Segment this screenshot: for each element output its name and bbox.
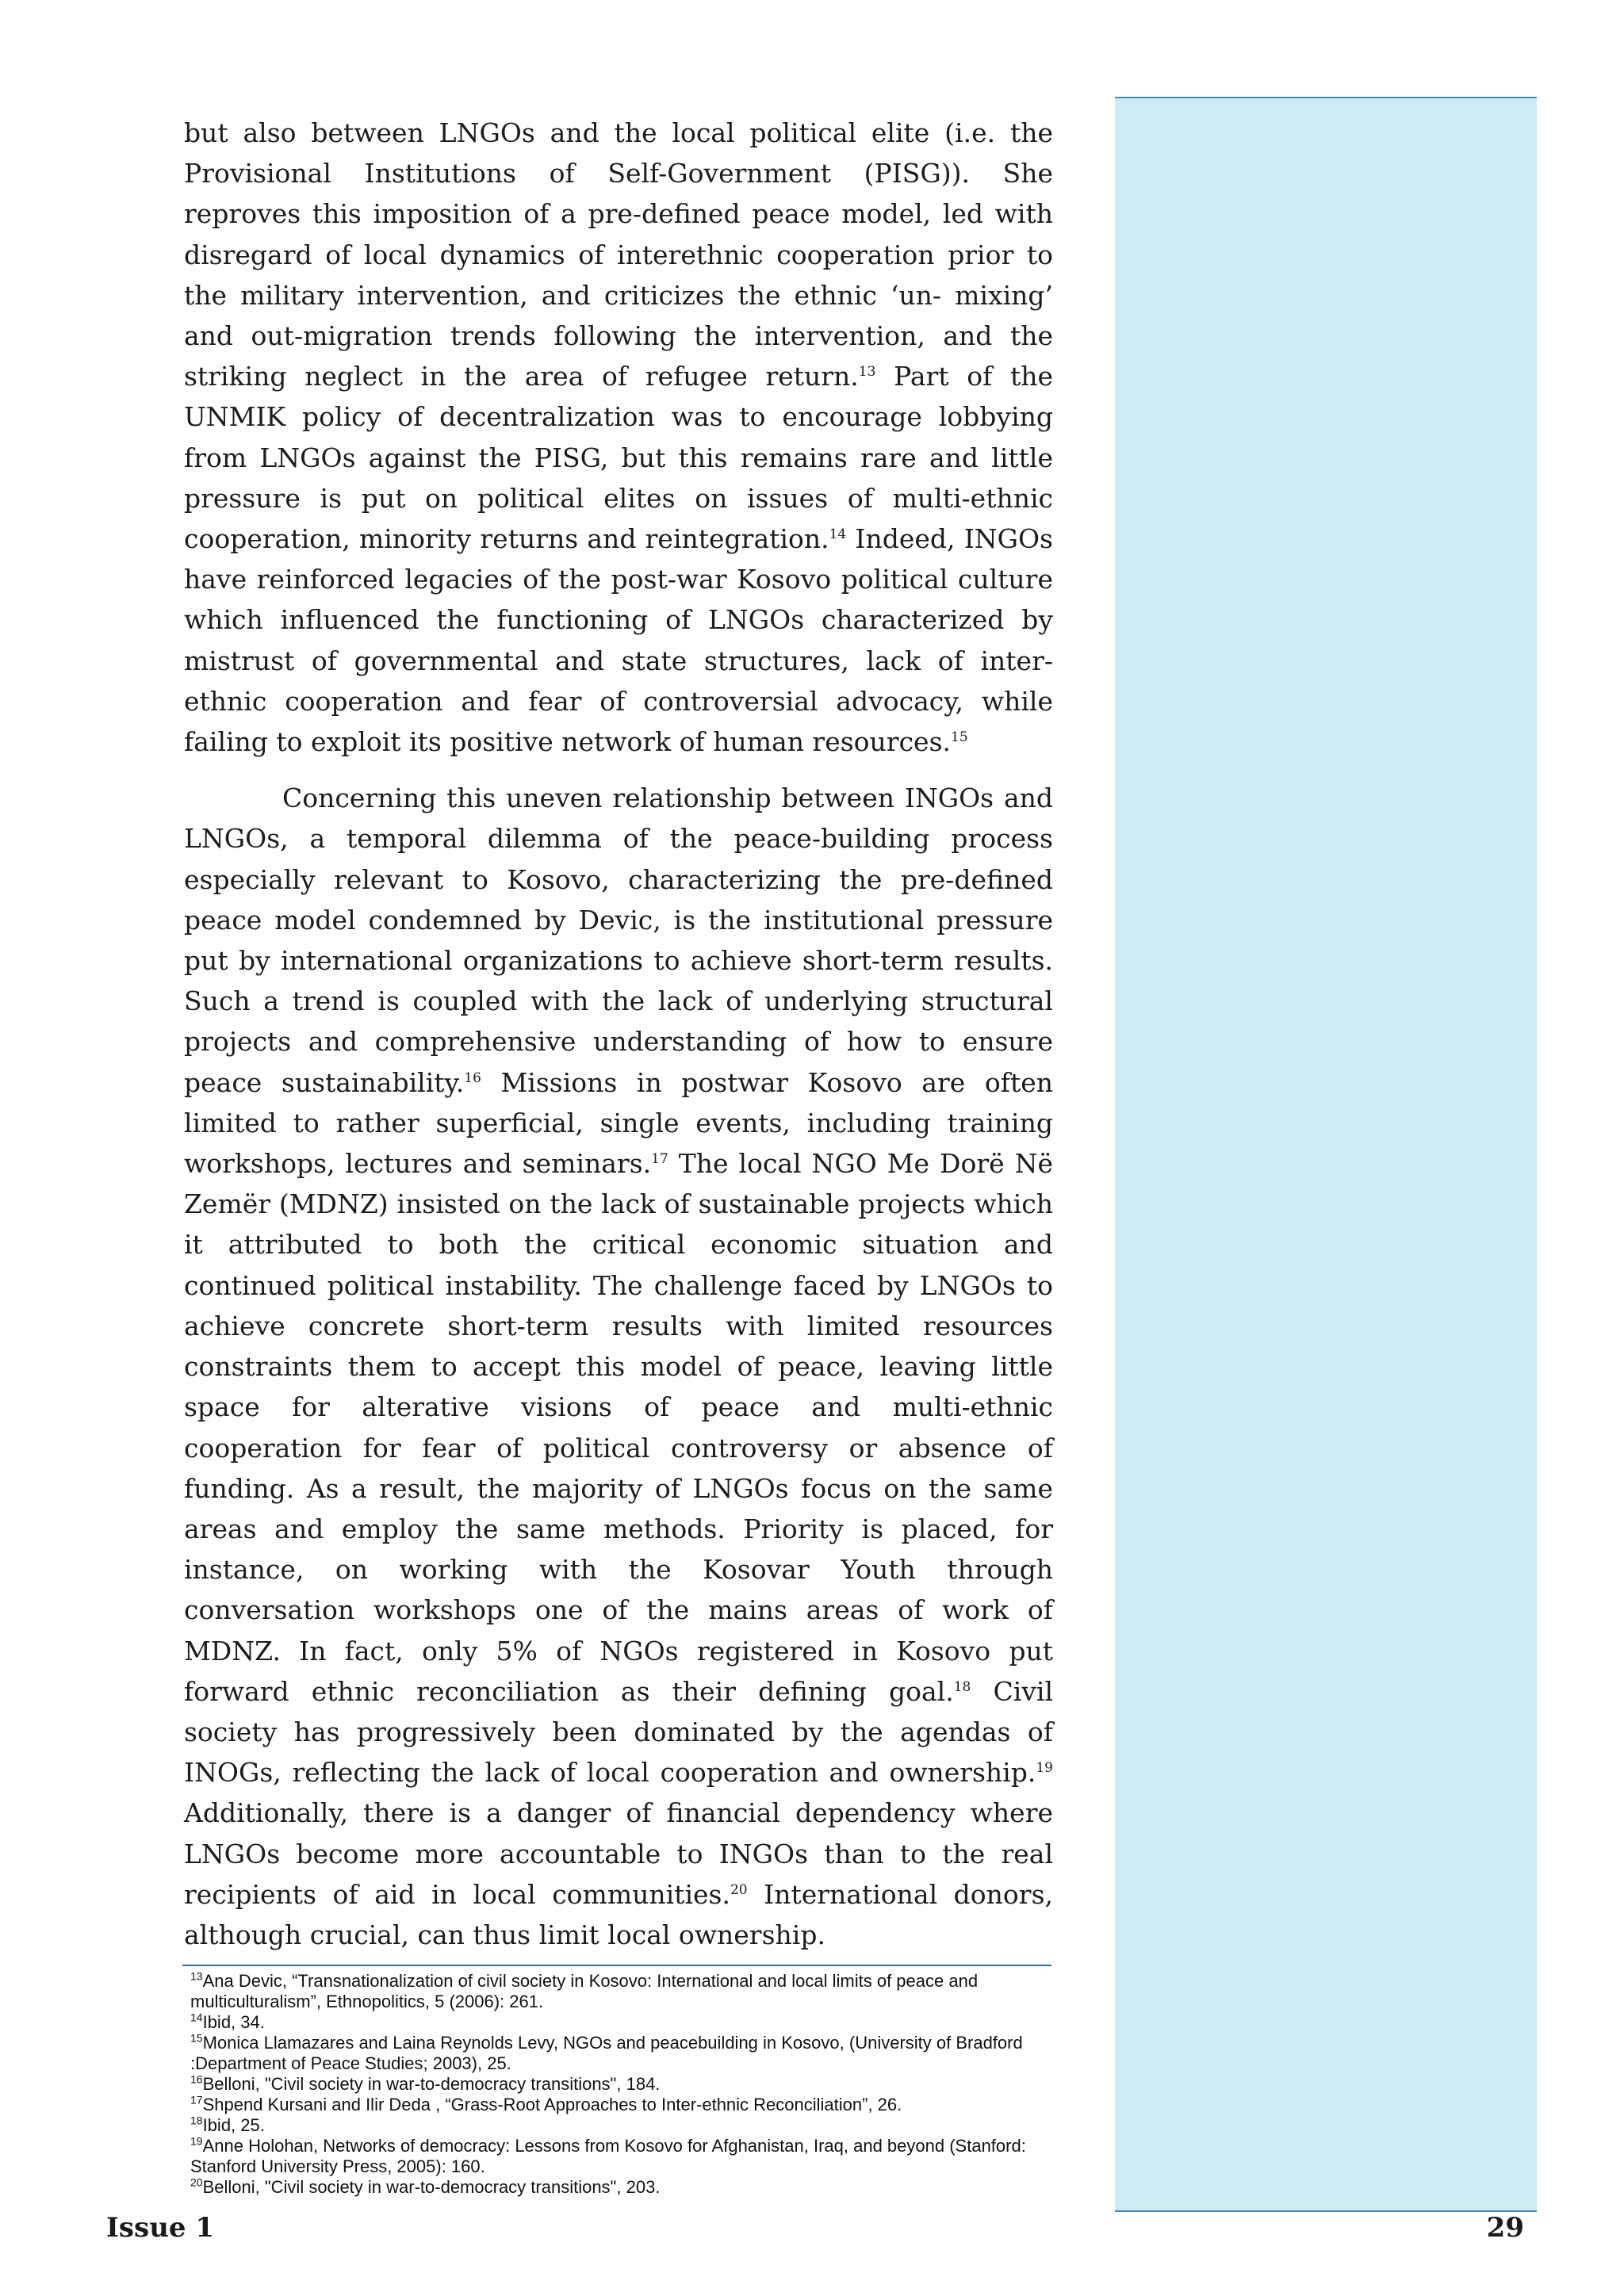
footnote — [190, 2115, 1047, 2136]
footnote — [190, 2136, 1047, 2177]
footnote-text: Belloni, "Civil society in war-to-democracy transitions", 203. — [202, 2177, 661, 2197]
footnote-number: 18 — [190, 2114, 203, 2127]
text-run: but also between LNGOs and the local political elite (i.e. the Provisional Institutions of Self-Government (PISG)). She reproves this imposition of a pre-defined peace model, led with disregard of local dynamics of interethnic cooperation prior to the military intervention, and criticizes the ethnic ‘un- mixing’ and out-migration trends following the intervention, and the striking neglect in the area of refugee return. — [184, 117, 1053, 392]
text-run: Missions in postwar Kosovo are often limited to rather superficial, single events, including training workshops, lectures and seminars. — [184, 1066, 1053, 1180]
footnote-separator — [182, 1965, 1051, 1966]
footnote-ref[interactable]: 18 — [953, 1678, 971, 1695]
text-run: The local NGO Me Dorë Në Zemër (MDNZ) insisted on the lack of sustainable projects which it attributed to both the critical economic situation and continued political instability. The challenge faced by LNGOs to achieve concrete short-term results with limited resources constraints them to accept this model of peace, leaving little space for alterative visions of peace and multi-ethnic cooperation for fear of political controversy or absence of funding. As a result, the majority of LNGOs focus on the same areas and employ the same methods. Priority is placed, for instance, on working with the Kosovar Youth through conversation workshops one of the mains areas of work of MDNZ. In fact, only 5% of NGOs registered in Kosovo put forward ethnic reconciliation as their defining goal. — [184, 1148, 1053, 1707]
footnote-number: 16 — [190, 2072, 203, 2086]
footnote-number: 17 — [190, 2093, 203, 2107]
footnote-number: 20 — [190, 2175, 203, 2189]
footnote-text: Ana Devic, “Transnationalization of civil society in Kosovo: International and local limits of peace and multiculturalism”, Ethnopolitics, 5 (2006): 261. — [190, 1971, 979, 2011]
footnote-text: Ibid, 34. — [202, 2012, 265, 2032]
issue-label: Issue 1 — [106, 2212, 215, 2244]
footnote-text: Shpend Kursani and Ilir Deda , “Grass-Root Approaches to Inter-ethnic Reconciliation”, 26. — [202, 2095, 902, 2114]
footnote-ref[interactable]: 20 — [730, 1881, 748, 1898]
footnote-text: Ibid, 25. — [202, 2115, 265, 2135]
sidebar-panel — [1115, 97, 1537, 2212]
footnote-ref[interactable]: 19 — [1036, 1760, 1053, 1777]
footnote-number: 14 — [190, 2011, 203, 2024]
article-body — [184, 113, 1053, 1955]
footnote — [190, 2012, 1047, 2033]
paragraph-2 — [184, 778, 1053, 1955]
footnote-text: Belloni, "Civil society in war-to-democracy transitions", 184. — [202, 2074, 661, 2094]
text-run: Concerning this uneven relationship between INGOs and LNGOs, a temporal dilemma of the peace-building process especially relevant to Kosovo, characterizing the pre-defined peace model condemned by Devic, is the institutional pressure put by international organizations to achieve short-term results. Such a trend is coupled with the lack of underlying structural projects and comprehensive understanding of how to ensure peace sustainability. — [184, 783, 1053, 1098]
footnotes — [190, 1971, 1047, 2198]
page-number: 29 — [1486, 2212, 1524, 2244]
footnote — [190, 2074, 1047, 2095]
paragraph-1 — [184, 113, 1053, 762]
footnote — [190, 2095, 1047, 2115]
footnote — [190, 1971, 1047, 2012]
footnote-ref[interactable]: 16 — [464, 1070, 481, 1086]
text-run: International donors, although crucial, can thus limit local ownership. — [184, 1878, 1053, 1950]
footnote-number: 15 — [190, 2031, 203, 2045]
footnote-number: 19 — [190, 2134, 203, 2148]
footnote-ref[interactable]: 13 — [858, 364, 876, 381]
footnote-number: 13 — [190, 1969, 203, 1983]
footnote-text: Anne Holohan, Networks of democracy: Lessons from Kosovo for Afghanistan, Iraq, and beyond (Stanford: Stanford University Press, 2005): 160. — [190, 2136, 1026, 2176]
text-run: Indeed, INGOs have reinforced legacies of the post-war Kosovo political culture which influenced the functioning of LNGOs characterized by mistrust of governmental and state structures, lack of inter-ethnic cooperation and fear of controversial advocacy, while failing to exploit its positive network of human resources. — [184, 523, 1053, 758]
text-run: Civil society has progressively been dominated by the agendas of INOGs, reflecting the lack of local cooperation and ownership. — [184, 1675, 1053, 1789]
text-run: Part of the UNMIK policy of decentralization was to encourage lobbying from LNGOs against the PISG, but this remains rare and little pressure is put on political elites on issues of multi-ethnic cooperation, minority returns and reintegration. — [184, 361, 1053, 555]
text-run: Additionally, there is a danger of financial dependency where LNGOs become more accountable to INGOs than to the real recipients of aid in local communities. — [184, 1797, 1053, 1910]
footnote — [190, 2177, 1047, 2198]
footnote-ref[interactable]: 15 — [951, 729, 968, 746]
footnote-ref[interactable]: 14 — [829, 526, 847, 543]
footnote-ref[interactable]: 17 — [651, 1151, 668, 1168]
footnote-text: Monica Llamazares and Laina Reynolds Levy, NGOs and peacebuilding in Kosovo, (University of Bradford :Department of Peace Studies; 2003), 25. — [190, 2033, 1023, 2073]
footnote — [190, 2033, 1047, 2074]
